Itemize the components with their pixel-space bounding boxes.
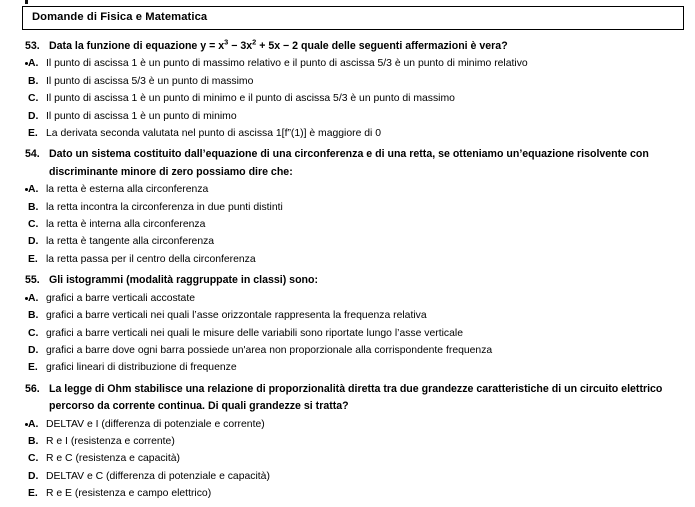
option-text: grafici a barre verticali accostate	[46, 292, 195, 304]
option-marker	[0, 73, 46, 90]
answer-option[interactable]	[0, 90, 695, 107]
option-marker	[0, 125, 46, 142]
option-marker	[0, 216, 46, 233]
option-letter: A.	[28, 58, 39, 70]
option-letter: B.	[28, 310, 39, 322]
answer-option[interactable]	[0, 359, 695, 376]
question-text: Data la funzione di equazione $y = x^3 - 3x^2 + 5x - 2$ quale delle seguenti affermazioni è vera?	[49, 37, 508, 52]
option-text: Il punto di ascissa 5/3 è un punto di massimo	[46, 75, 254, 87]
option-marker	[0, 199, 46, 216]
question-heading	[0, 381, 695, 416]
option-marker	[0, 325, 46, 342]
option-text: la retta è tangente alla circonferenza	[46, 236, 215, 248]
answer-option[interactable]	[0, 216, 695, 233]
option-letter: C.	[28, 453, 39, 465]
option-letter: C.	[28, 327, 39, 339]
section-header-title: Domande di Fisica e Matematica	[32, 11, 208, 23]
option-marker	[0, 468, 46, 485]
question-block	[0, 38, 695, 142]
answer-option[interactable]	[0, 485, 695, 502]
option-text: grafici a barre verticali nei quali l’asse orizzontale rappresenta la frequenza relativa	[46, 310, 427, 322]
answer-option[interactable]	[0, 233, 695, 250]
option-letter: B.	[28, 75, 39, 87]
answer-option[interactable]	[0, 307, 695, 324]
option-letter: C.	[28, 93, 39, 105]
questions-list	[0, 38, 695, 507]
option-text: la retta passa per il centro della circonferenza	[46, 253, 256, 265]
page-corner-mark-icon	[25, 0, 28, 4]
question-number: 53.	[25, 40, 40, 52]
option-letter: D.	[28, 110, 39, 122]
option-text: grafici a barre dove ogni barra possiede un'area non proporzionale alla corrispondente frequenza	[46, 344, 493, 356]
option-marker	[0, 342, 46, 359]
answer-option[interactable]	[0, 450, 695, 467]
answer-option[interactable]	[0, 181, 695, 198]
option-text: R e C (resistenza e capacità)	[46, 453, 180, 465]
correct-answer-bullet-icon	[25, 423, 28, 426]
option-letter: D.	[28, 470, 39, 482]
option-marker	[0, 55, 46, 72]
question-number: 54.	[25, 148, 40, 161]
exponent: 2	[252, 37, 257, 47]
option-letter: E.	[28, 362, 38, 374]
option-marker	[0, 416, 46, 433]
question-text: La legge di Ohm stabilisce una relazione di proporzionalità diretta tra due grandezze caratteristiche di un circuito elettrico percorso da corrente continua. Di quali grandezze si tratta?	[49, 382, 663, 413]
answer-option[interactable]	[0, 108, 695, 125]
answer-option[interactable]	[0, 251, 695, 268]
option-text: grafici a barre verticali nei quali le misure delle variabili sono riportate lungo l’asse verticale	[46, 327, 463, 339]
option-text: Il punto di ascissa 1 è un punto di massimo relativo e il punto di ascissa 5/3 è un punto di minimo relativo	[46, 58, 528, 70]
answer-option[interactable]	[0, 55, 695, 72]
option-letter: B.	[28, 201, 39, 213]
question-number: 55.	[25, 274, 40, 287]
section-header-box	[22, 6, 684, 30]
question-text: Gli istogrammi (modalità raggruppate in classi) sono:	[49, 274, 319, 287]
option-marker	[0, 181, 46, 198]
option-marker	[0, 90, 46, 107]
exponent: 3	[224, 37, 229, 47]
option-letter: E.	[28, 128, 38, 140]
option-marker	[0, 233, 46, 250]
option-marker	[0, 359, 46, 376]
option-text: Il punto di ascissa 1 è un punto di minimo	[46, 110, 237, 122]
answer-option[interactable]	[0, 199, 695, 216]
option-letter: A.	[28, 418, 39, 430]
option-text: la retta incontra la circonferenza in due punti distinti	[46, 201, 283, 213]
option-marker	[0, 485, 46, 502]
answer-option[interactable]	[0, 73, 695, 90]
option-marker	[0, 108, 46, 125]
question-heading	[0, 272, 695, 289]
option-letter: D.	[28, 236, 39, 248]
question-block	[0, 146, 695, 268]
option-text: grafici lineari di distribuzione di frequenze	[46, 362, 237, 374]
option-marker	[0, 433, 46, 450]
option-marker	[0, 450, 46, 467]
question-block	[0, 381, 695, 503]
option-letter: A.	[28, 292, 39, 304]
option-marker	[0, 290, 46, 307]
option-text: R e E (resistenza e campo elettrico)	[46, 488, 212, 500]
option-letter: E.	[28, 253, 38, 265]
option-letter: D.	[28, 344, 39, 356]
correct-answer-bullet-icon	[25, 297, 28, 300]
option-letter: B.	[28, 435, 39, 447]
option-text: la retta è esterna alla circonferenza	[46, 184, 209, 196]
question-heading	[0, 38, 695, 55]
option-text: Il punto di ascissa 1 è un punto di minimo e il punto di ascissa 5/3 è un punto di massimo	[46, 93, 455, 105]
question-heading	[0, 146, 695, 181]
option-marker	[0, 307, 46, 324]
answer-option[interactable]	[0, 433, 695, 450]
question-block	[0, 272, 695, 376]
answer-option[interactable]	[0, 342, 695, 359]
answer-option[interactable]	[0, 468, 695, 485]
question-number: 56.	[25, 382, 40, 395]
option-marker	[0, 251, 46, 268]
option-letter: A.	[28, 184, 39, 196]
option-letter: E.	[28, 488, 38, 500]
answer-option[interactable]	[0, 325, 695, 342]
option-text: DELTAV e C (differenza di potenziale e capacità)	[46, 470, 270, 482]
answer-option[interactable]	[0, 290, 695, 307]
answer-option[interactable]	[0, 416, 695, 433]
option-text: DELTAV e I (differenza di potenziale e corrente)	[46, 418, 265, 430]
option-text: R e I (resistenza e corrente)	[46, 435, 175, 447]
option-text: la retta è interna alla circonferenza	[46, 219, 206, 231]
question-text: Dato un sistema costituito dall’equazione di una circonferenza e di una retta, se otteniamo un’equazione risolvente con discriminante minore di zero possiamo dire che:	[49, 148, 649, 178]
option-text: La derivata seconda valutata nel punto di ascissa 1[f”(1)] è maggiore di 0	[46, 128, 382, 140]
answer-option[interactable]	[0, 125, 695, 142]
option-letter: C.	[28, 219, 39, 231]
